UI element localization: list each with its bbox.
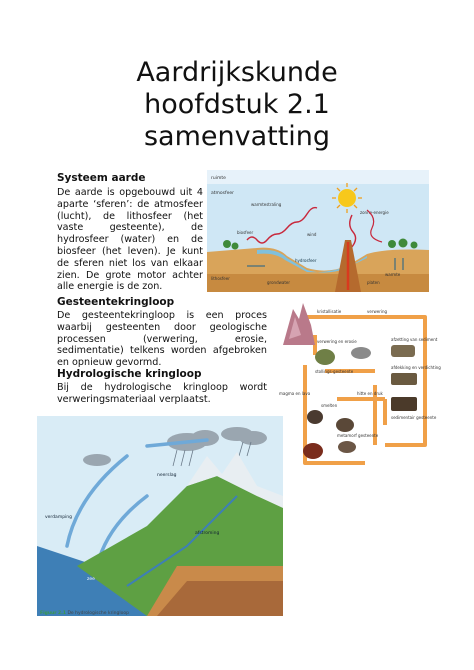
section-body-hydrologische-kringloop: Bij de hydrologische kringloop wordt verweringsmateriaal verplaatst.: [57, 382, 267, 405]
label-magma: magma en lava: [279, 391, 311, 396]
figure-caption: [40, 611, 129, 616]
label-erosion: verwering en erosie: [317, 339, 357, 344]
label-sun-energy: zonne-energie: [360, 210, 389, 215]
figure-gesteentekringloop: [275, 295, 441, 477]
section-heading-hydrologische-kringloop: Hydrologische kringloop: [57, 368, 202, 380]
label-sea: zee: [87, 577, 95, 582]
section-heading-systeem-aarde: Systeem aarde: [57, 172, 146, 184]
label-sedimentary: sedimentair gesteente: [391, 415, 437, 420]
label-evaporation: verdamping: [45, 515, 73, 520]
section-body-gesteentekringloop: De gesteentekringloop is een proces waarbij gesteenten door geologische processen (verwering, erosie, sedimentatie) telkens worden afgebroken en opnieuw gevormd.: [57, 310, 267, 369]
label-compaction: afdekking en verdichting: [391, 365, 441, 370]
section-heading-gesteentekringloop: Gesteentekringloop: [57, 296, 175, 308]
label-atmosphere: atmosfeer: [211, 191, 234, 196]
label-heat: warmte: [385, 272, 401, 277]
label-deposition: afzetting van sediment: [391, 337, 438, 342]
section-body-systeem-aarde: De aarde is opgebouwd uit 4 aparte ‘sferen’: de atmosfeer (lucht), de lithosfeer (het vaste gesteente), de hydrosfeer (water) en de biosfeer (het leven). Je kunt de sferen niet los van elkaar zien. De grote motor achter alle energie is de zon.: [57, 187, 203, 293]
caption-label: Figuur 2.1: [40, 611, 67, 616]
label-precipitation: neerslag: [157, 473, 177, 478]
label-metamorphic: metamorf gesteente: [337, 433, 379, 438]
label-space: ruimte: [211, 176, 226, 181]
label-weathering: verwering: [367, 309, 388, 314]
label-crystallisation: kristallisatie: [317, 309, 342, 314]
label-hydrosphere: hydrosfeer: [295, 258, 317, 263]
title-line-1: Aardrijkskunde: [136, 57, 338, 88]
label-wind: wind: [307, 232, 317, 237]
igneous-rock-icon: [315, 349, 335, 365]
label-groundwater: grondwater: [267, 280, 291, 285]
label-lithosphere: lithosfeer: [211, 276, 230, 281]
caption-text: De hydrologische kringloop: [67, 611, 130, 616]
title-line-2: hoofdstuk 2.1: [144, 89, 330, 120]
label-pressure: hitte en druk: [357, 391, 383, 396]
label-biosphere: biosfeer: [237, 230, 254, 235]
figure-systeem-aarde: [207, 170, 429, 292]
title-line-3: samenvatting: [143, 121, 331, 152]
figure-hydrologische-kringloop: [37, 416, 283, 616]
label-runoff: afstroming: [195, 531, 220, 536]
label-radiation: warmtestraling: [251, 202, 282, 207]
label-plates: platen: [367, 280, 380, 285]
label-melting: smelten: [321, 403, 338, 408]
label-igneous: stollings-gesteente: [315, 369, 354, 374]
page-title: [0, 57, 474, 153]
